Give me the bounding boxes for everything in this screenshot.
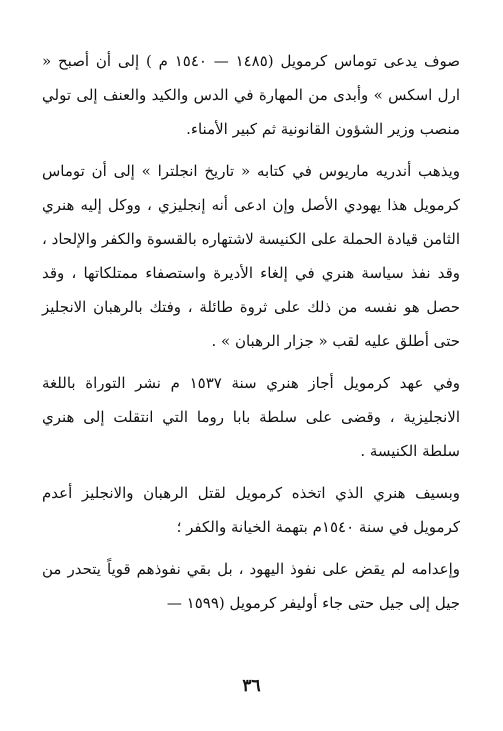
page-number: ٣٦ — [242, 676, 261, 696]
paragraph-3: وفي عهد كرمويل أجاز هنري سنة ١٥٣٧ م نشر التوراة باللغة الانجليزية ، وقضى على سلطة بابا روما التي انتقلت إلى هنري سلطة الكنيسة . — [42, 374, 460, 460]
paragraph-4: وبسيف هنري الذي اتخذه كرمويل لقتل الرهبان والانجليز أعدم كرمويل في سنة ١٥٤٠م بتهمة الخيانة والكفر ؛ — [42, 484, 460, 536]
paragraph-2: ويذهب أندريه ماريوس في كتابه « تاريخ انجلترا » إلى أن توماس كرمويل هذا يهودي الأصل وإن ادعى أنه إنجليزي ، ووكل إليه هنري الثامن قيادة الحملة على الكنيسة لاشتهاره بالقسوة والكفر والإلحاد ، وقد نفذ سياسة هنري في إلغاء الأديرة واستصفاء ممتلكاتها ، وقد حصل هو نفسه من ذلك على ثروة طائلة ، وفتك بالرهبان الانجليز حتى أطلق عليه لقب « جزار الرهبان » . — [42, 162, 460, 350]
paragraph-1: صوف يدعى توماس كرمويل (١٤٨٥ — ١٥٤٠ م ) إلى أن أصبح « ارل اسكس » وأبدى من المهارة في الدس والكيد والعنف إلى تولي منصب وزير الشؤون القانونية ثم كبير الأمناء. — [42, 52, 460, 138]
page-body — [42, 44, 460, 628]
paragraph-5: وإعدامه لم يقض على نفوذ اليهود ، بل بقي نفوذهم قوياً يتحدر من جيل إلى جيل حتى جاء أوليفر كرمويل (١٥٩٩ — — [42, 560, 460, 612]
